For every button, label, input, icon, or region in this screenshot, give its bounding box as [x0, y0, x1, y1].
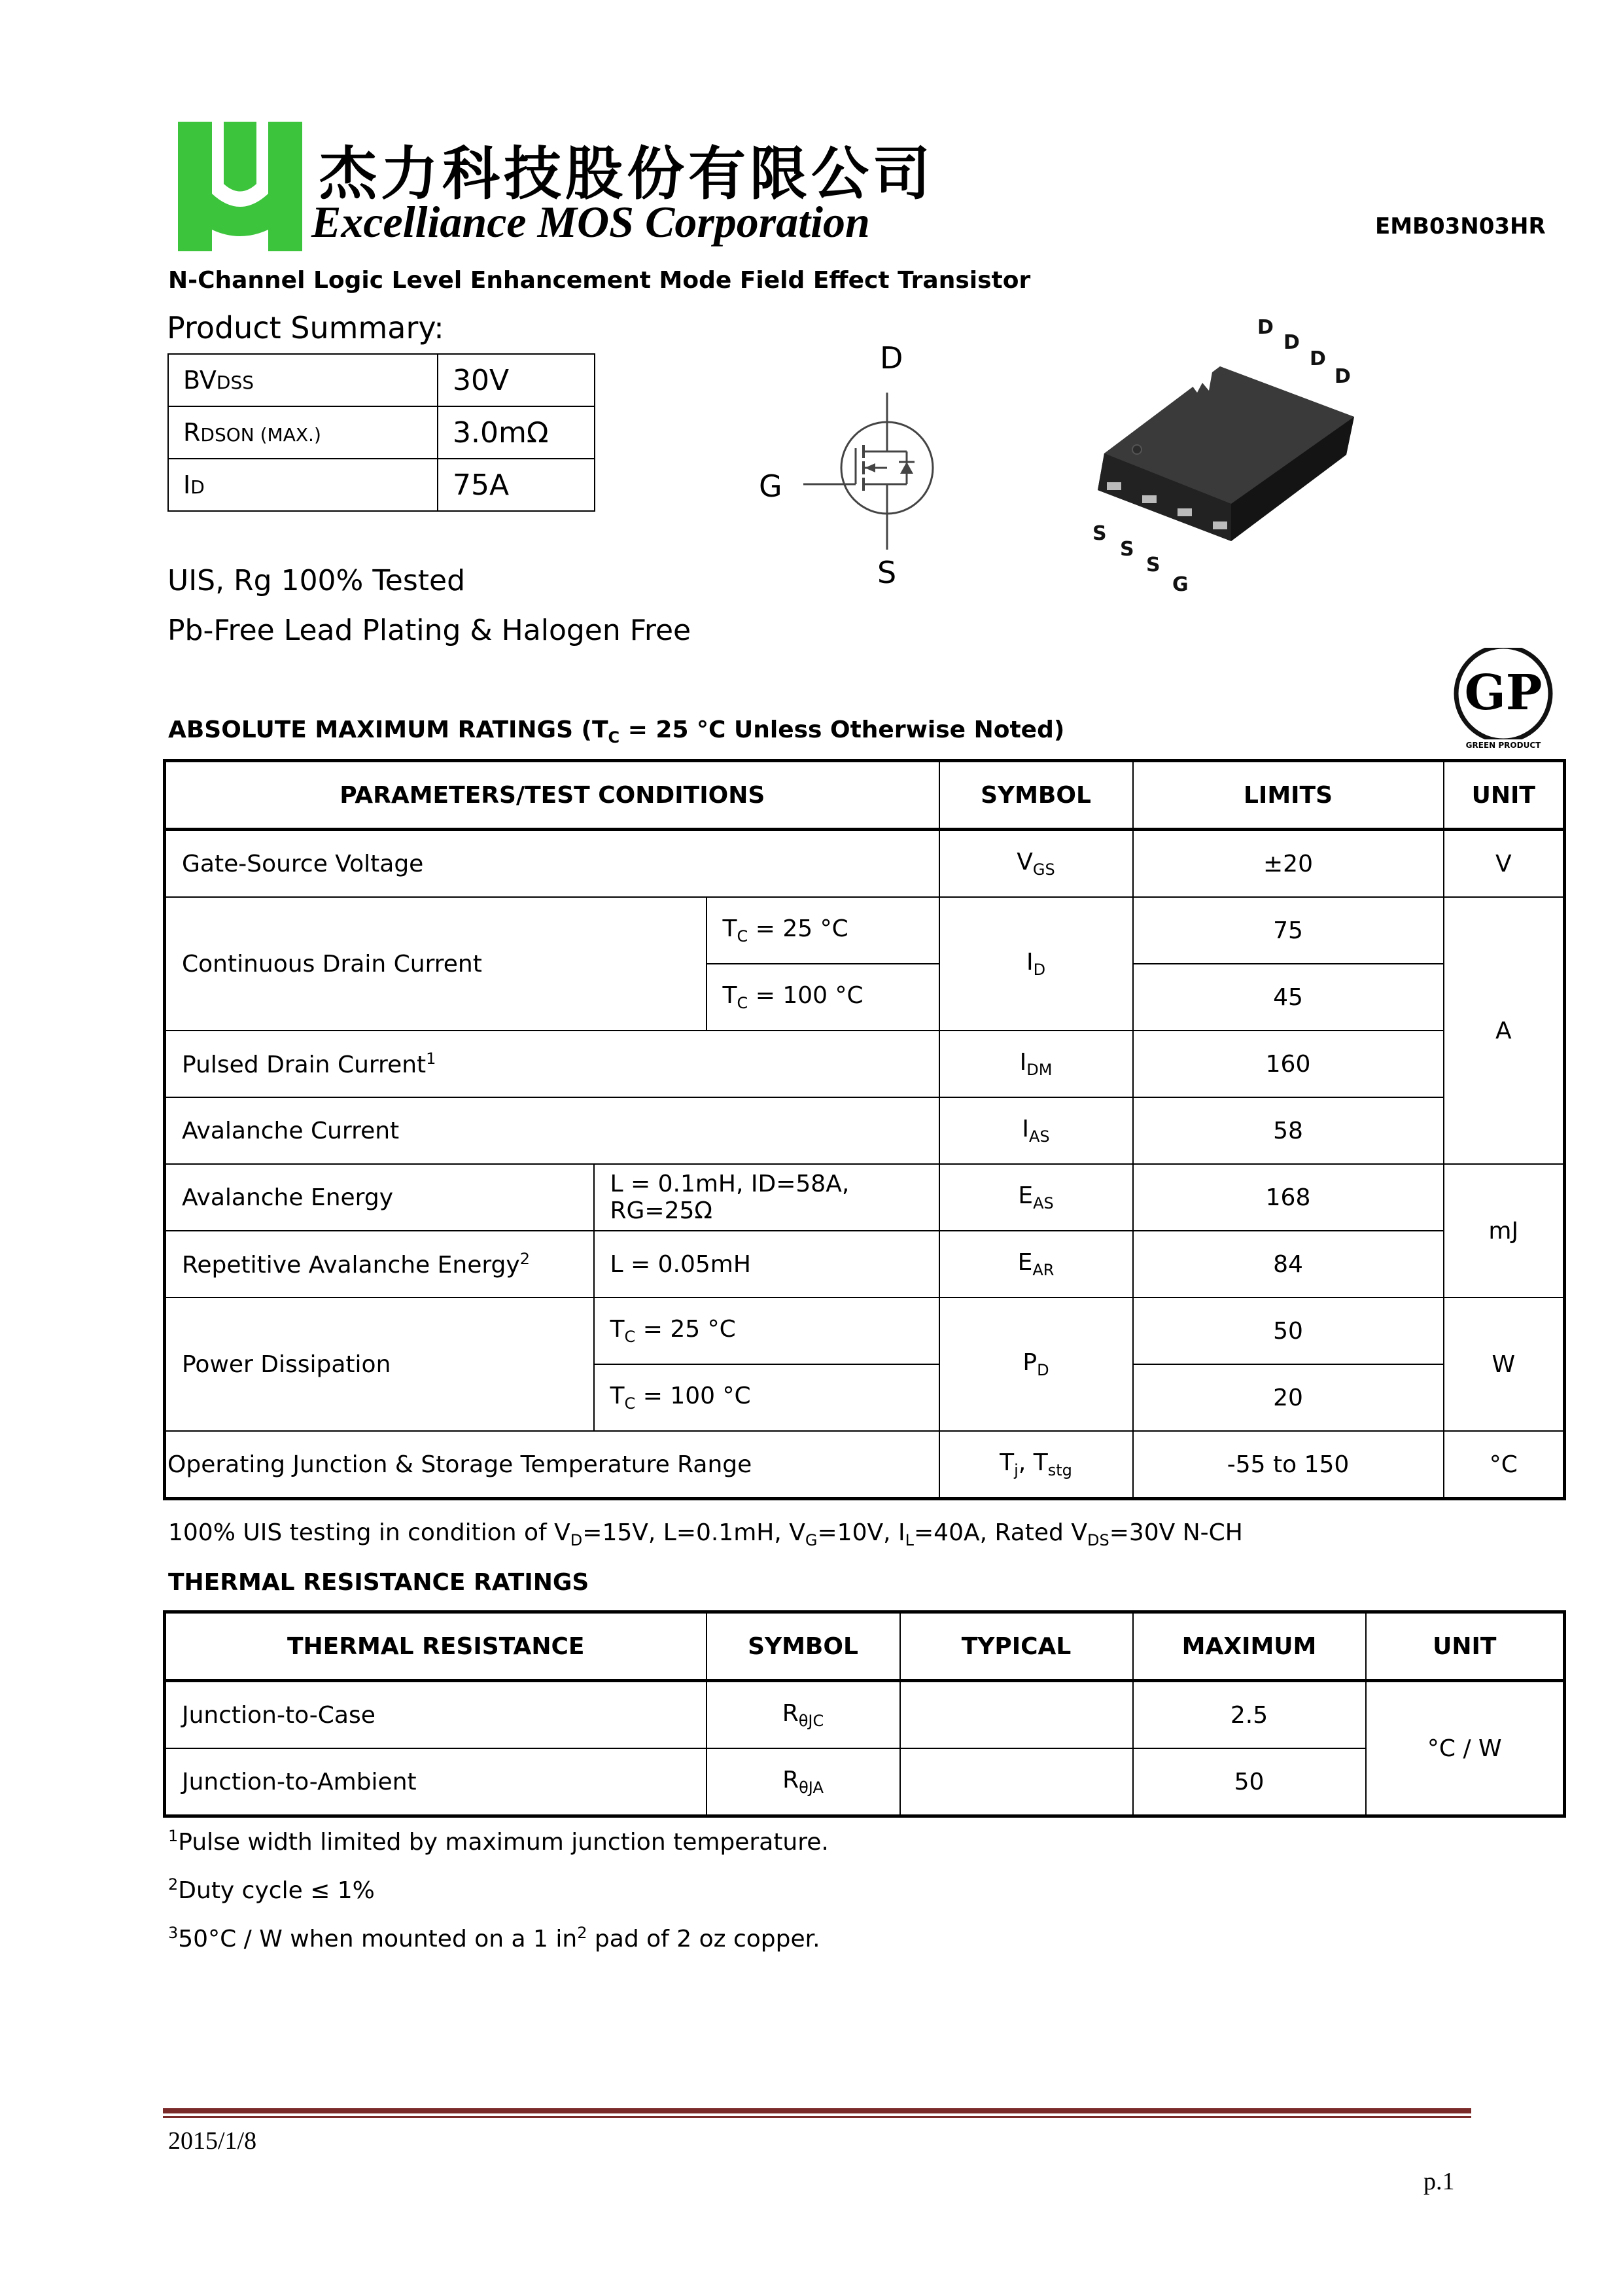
- table-row: [165, 1298, 1565, 1364]
- table-header-row: [165, 761, 1565, 830]
- absolute-maximum-ratings-table: [163, 759, 1566, 1500]
- part-number: EMB03N03HR: [1375, 213, 1546, 239]
- param-cell: Continuous Drain Current: [165, 897, 707, 1031]
- unit-cell: mJ: [1444, 1164, 1565, 1298]
- maximum-cell: 2.5: [1133, 1681, 1366, 1749]
- uis-test-note: 100% UIS testing in condition of $V_D=15V$, L=0.1mH, $V_G=10V$, $I_L=40A$, Rated $V_{DS}=30V$ N-CH: [168, 1519, 1243, 1550]
- footer-rule-thin: [163, 2116, 1471, 2118]
- param-cell: Pulsed Drain Current$^1$: [165, 1031, 939, 1097]
- package-pin-label: D: [1335, 365, 1351, 388]
- unit-cell: °C / W: [1366, 1681, 1565, 1816]
- feature-pb-free: Pb-Free Lead Plating & Halogen Free: [167, 614, 691, 647]
- mosfet-symbol-icon: [790, 393, 947, 556]
- package-pin-label: D: [1310, 347, 1326, 370]
- table-row: [165, 1031, 1565, 1097]
- company-logo-icon: [178, 122, 302, 251]
- symbol-cell: $E_{AR}$: [939, 1231, 1133, 1298]
- limit-cell: 50: [1133, 1298, 1444, 1364]
- table-row: [165, 1097, 1565, 1164]
- table-row: [165, 1681, 1565, 1749]
- footer-date: 2015/1/8: [168, 2127, 257, 2155]
- symbol-cell: $T_j$, $T_{stg}$: [939, 1431, 1133, 1499]
- limit-cell: 58: [1133, 1097, 1444, 1164]
- footnote: $^1$Pulse width limited by maximum junction temperature.: [168, 1827, 829, 1856]
- maximum-cell: 50: [1133, 1748, 1366, 1816]
- symbol-cell: $I_D$: [939, 897, 1133, 1031]
- param-cell: Power Dissipation: [165, 1298, 594, 1431]
- typical-cell: [900, 1748, 1133, 1816]
- table-row: [165, 1748, 1565, 1816]
- condition-cell: $T_C = 25$ °C: [594, 1298, 939, 1364]
- limit-cell: 84: [1133, 1231, 1444, 1298]
- unit-cell: V: [1444, 830, 1565, 898]
- summary-param: ID: [168, 459, 438, 511]
- param-cell: Avalanche Energy: [165, 1164, 594, 1231]
- package-pin-label: S: [1092, 522, 1107, 545]
- column-header: MAXIMUM: [1133, 1612, 1366, 1681]
- schematic-drain-label: D: [880, 340, 903, 376]
- package-pin-label: D: [1283, 331, 1300, 354]
- limit-cell: 75: [1133, 897, 1444, 964]
- symbol-cell: $P_D$: [939, 1298, 1133, 1431]
- package-pin-label: D: [1257, 316, 1274, 339]
- column-header: UNIT: [1366, 1612, 1565, 1681]
- document-subtitle: N-Channel Logic Level Enhancement Mode Field Effect Transistor: [168, 267, 1031, 294]
- symbol-cell: $I_{DM}$: [939, 1031, 1133, 1097]
- param-cell: Avalanche Current: [165, 1097, 939, 1164]
- package-pin-label: S: [1146, 554, 1161, 576]
- condition-cell: $T_C = 100$ °C: [594, 1364, 939, 1431]
- column-header: SYMBOL: [707, 1612, 900, 1681]
- thermal-title: THERMAL RESISTANCE RATINGS: [168, 1569, 589, 1596]
- schematic-gate-label: G: [759, 468, 782, 504]
- company-name-chinese: 杰力科技股份有限公司: [319, 139, 935, 207]
- abs-max-title: ABSOLUTE MAXIMUM RATINGS ($T_C = 25$ °C Unless Otherwise Noted): [168, 716, 1065, 747]
- symbol-cell: $V_{GS}$: [939, 830, 1133, 898]
- limit-cell: ±20: [1133, 830, 1444, 898]
- summary-value: 30V: [438, 354, 595, 406]
- symbol-cell: $R_{\theta JC}$: [707, 1681, 900, 1749]
- param-cell: Repetitive Avalanche Energy$^2$: [165, 1231, 594, 1298]
- symbol-cell: $E_{AS}$: [939, 1164, 1133, 1231]
- footnote: $^2$Duty cycle ≤ 1%: [168, 1875, 375, 1904]
- limit-cell: 20: [1133, 1364, 1444, 1431]
- product-summary-table: [167, 353, 595, 512]
- column-header: THERMAL RESISTANCE: [165, 1612, 707, 1681]
- table-row: [165, 1231, 1565, 1298]
- schematic-source-label: S: [877, 555, 897, 590]
- limit-cell: 168: [1133, 1164, 1444, 1231]
- limit-cell: 45: [1133, 964, 1444, 1031]
- summary-value: 3.0mΩ: [438, 406, 595, 459]
- condition-cell: L = 0.1mH, ID=58A, RG=25Ω: [594, 1164, 939, 1231]
- unit-cell: W: [1444, 1298, 1565, 1431]
- column-header: PARAMETERS/TEST CONDITIONS: [165, 761, 939, 830]
- symbol-cell: $I_{AS}$: [939, 1097, 1133, 1164]
- param-cell: Gate-Source Voltage: [165, 830, 939, 898]
- limit-cell: -55 to 150: [1133, 1431, 1444, 1499]
- summary-value: 75A: [438, 459, 595, 511]
- table-row: [165, 1164, 1565, 1231]
- badge-mark: GP: [1464, 665, 1543, 721]
- symbol-cell: $R_{\theta JA}$: [707, 1748, 900, 1816]
- footnote: $^3$50°C / W when mounted on a 1 $in^2$ pad of 2 oz copper.: [168, 1924, 820, 1952]
- unit-cell: A: [1444, 897, 1565, 1164]
- table-row: [165, 897, 1565, 964]
- condition-cell: $T_C = 100$ °C: [707, 964, 939, 1031]
- footer-rule: [163, 2108, 1471, 2113]
- summary-param: BVDSS: [168, 354, 438, 406]
- param-cell: Junction-to-Case: [165, 1681, 707, 1749]
- package-pin-label: G: [1172, 573, 1189, 596]
- column-header: SYMBOL: [939, 761, 1133, 830]
- column-header: UNIT: [1444, 761, 1565, 830]
- column-header: TYPICAL: [900, 1612, 1133, 1681]
- package-illustration-icon: [1079, 311, 1387, 618]
- param-cell: Junction-to-Ambient: [165, 1748, 707, 1816]
- product-summary-title: Product Summary:: [167, 310, 444, 345]
- thermal-resistance-table: [163, 1610, 1566, 1818]
- summary-row: [168, 354, 595, 406]
- column-header: LIMITS: [1133, 761, 1444, 830]
- table-row: [165, 1431, 1565, 1499]
- company-name-english: Excelliance MOS Corporation: [311, 197, 870, 247]
- feature-uis-tested: UIS, Rg 100% Tested: [167, 564, 465, 597]
- typical-cell: [900, 1681, 1133, 1749]
- footer-page-number: p.1: [1423, 2168, 1455, 2195]
- summary-row: [168, 406, 595, 459]
- condition-cell: L = 0.05mH: [594, 1231, 939, 1298]
- param-cell: Operating Junction & Storage Temperature Range: [165, 1431, 939, 1499]
- badge-caption: GREEN PRODUCT: [1465, 741, 1541, 750]
- summary-row: [168, 459, 595, 511]
- table-header-row: [165, 1612, 1565, 1681]
- table-row: [165, 830, 1565, 898]
- green-product-badge: [1451, 648, 1556, 752]
- limit-cell: 160: [1133, 1031, 1444, 1097]
- summary-param: RDSON (MAX.): [168, 406, 438, 459]
- condition-cell: $T_C = 25$ °C: [707, 897, 939, 964]
- unit-cell: °C: [1444, 1431, 1565, 1499]
- package-pin-label: S: [1120, 538, 1134, 561]
